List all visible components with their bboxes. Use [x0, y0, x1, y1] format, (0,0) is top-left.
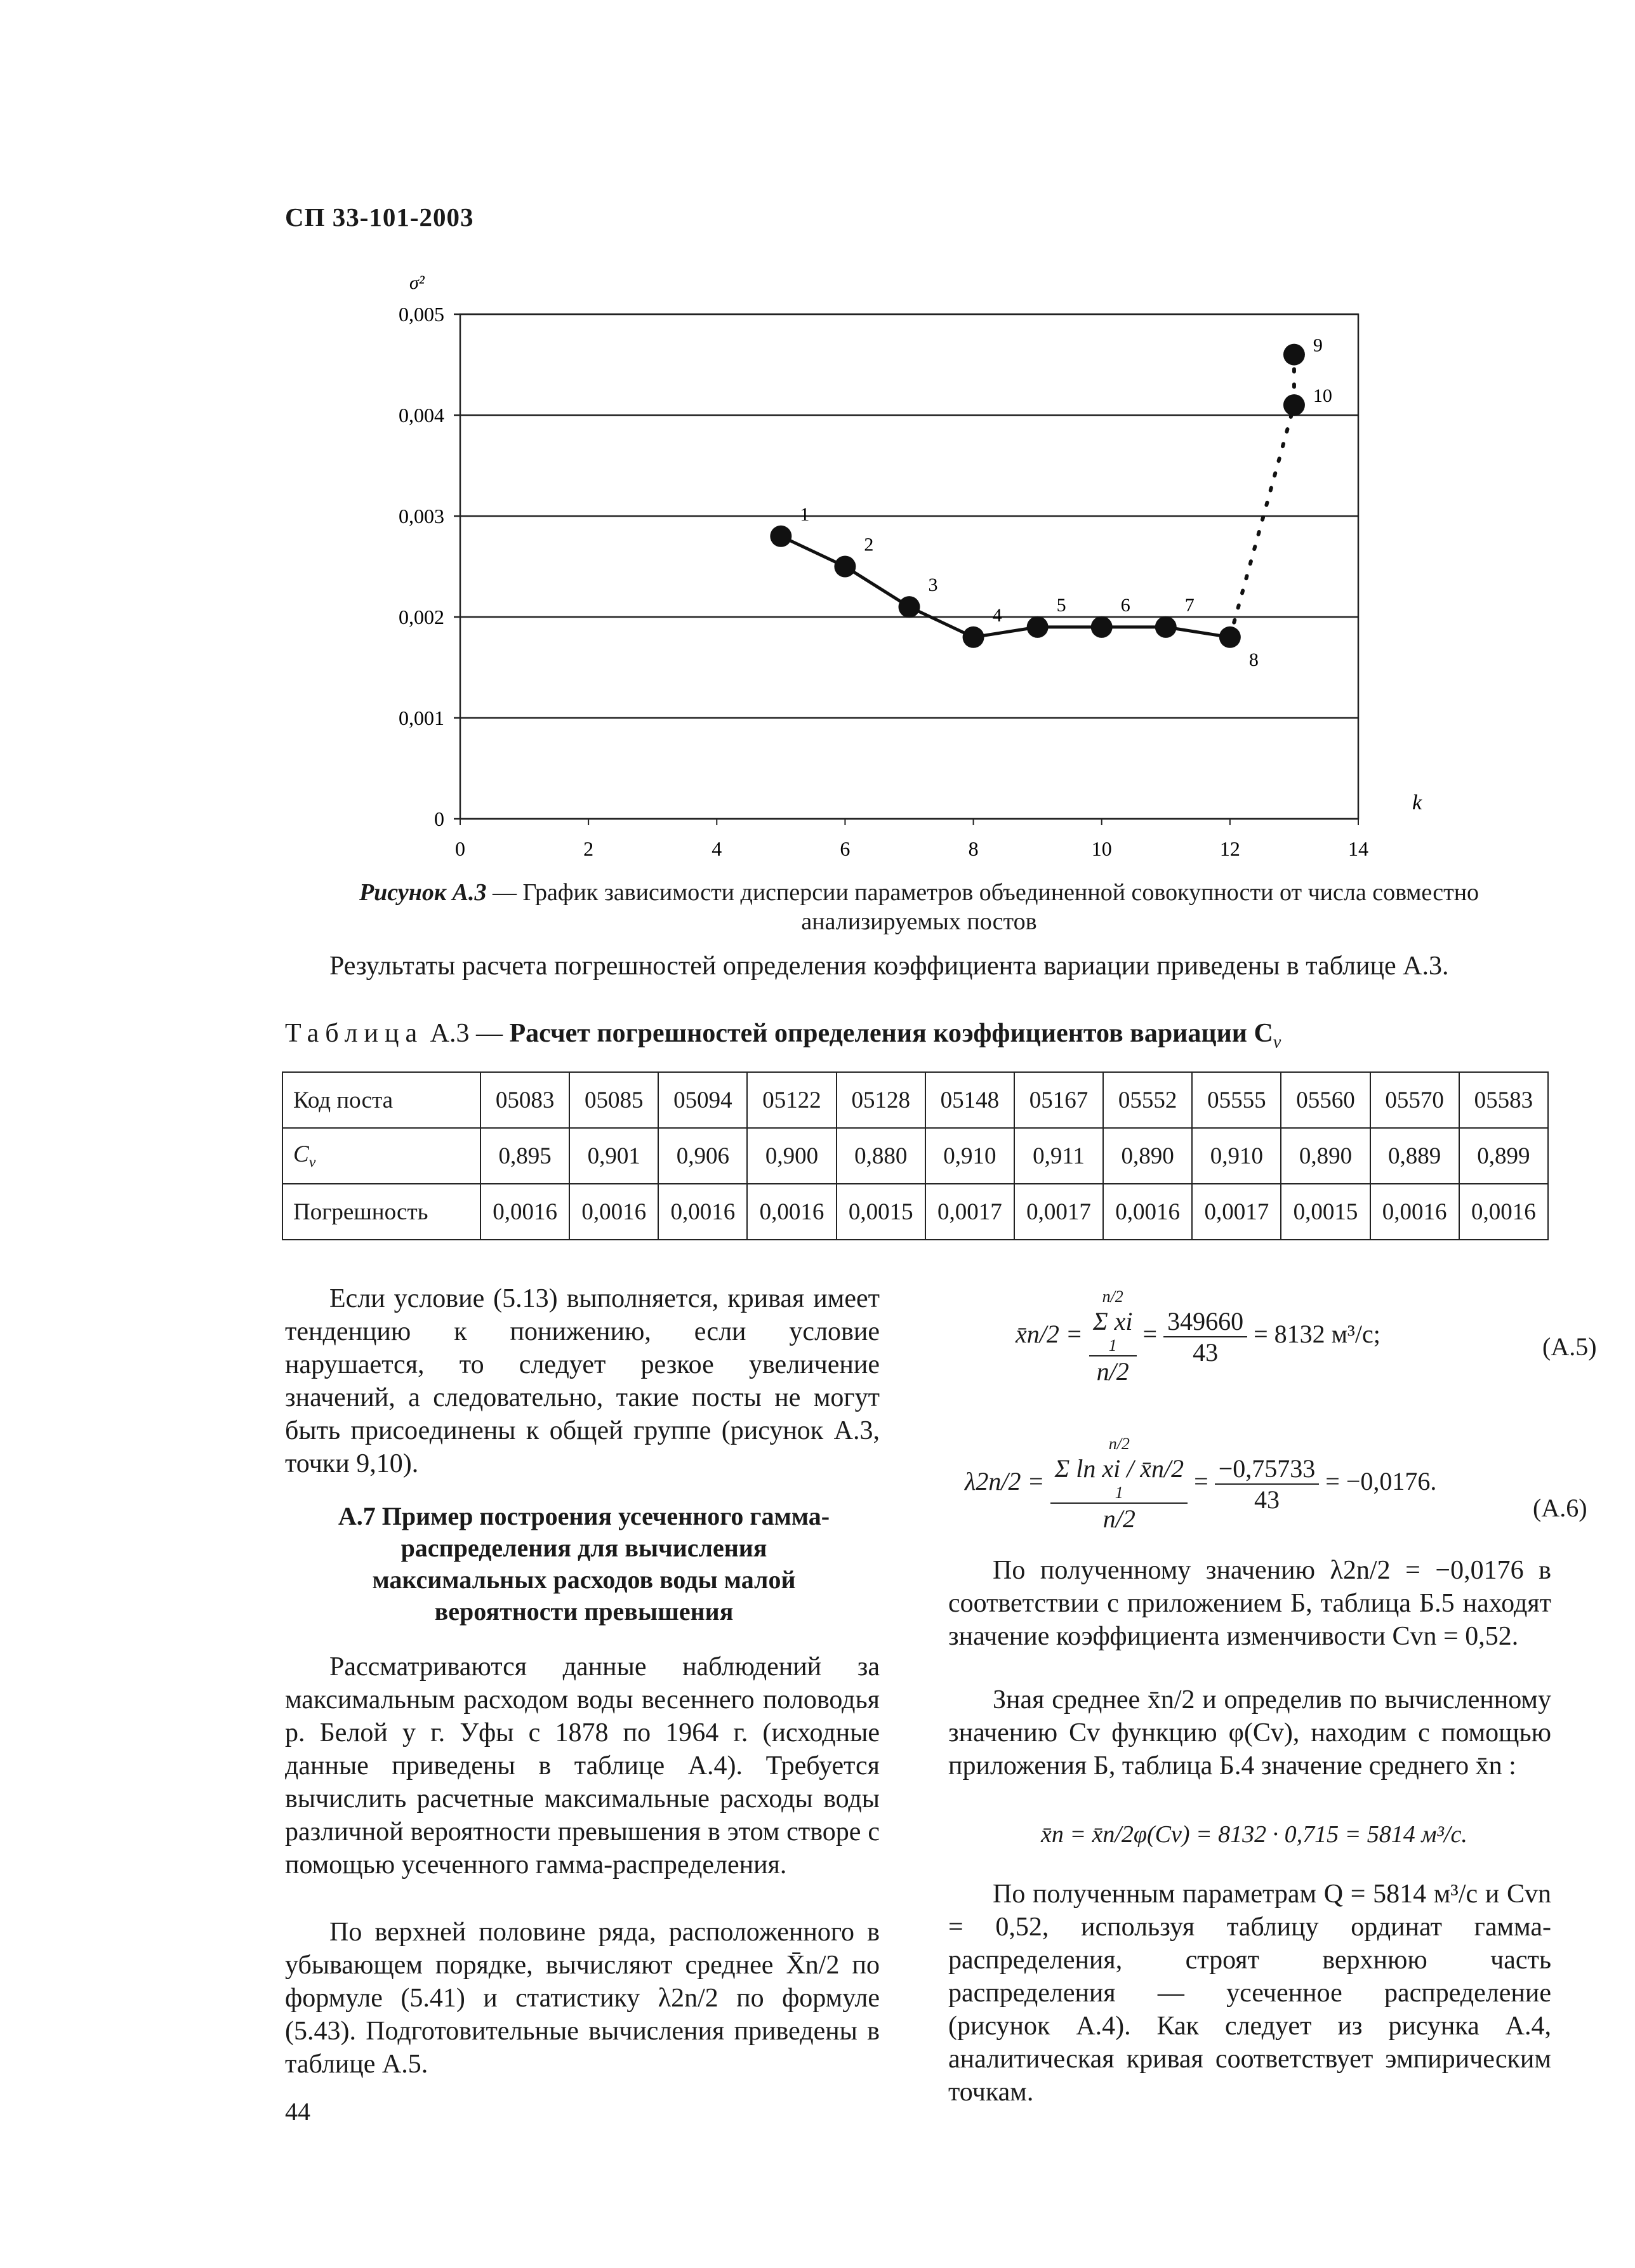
document-header: СП 33-101-2003: [285, 202, 474, 232]
table-cell: 05083: [480, 1072, 569, 1128]
table-cell: 05555: [1192, 1072, 1281, 1128]
table-cell: 0,0015: [837, 1184, 925, 1240]
data-point: [834, 556, 856, 578]
formula-a5-num2: 349660: [1163, 1306, 1247, 1337]
table-cell: 05583: [1459, 1072, 1548, 1128]
table-caption: [285, 1017, 1553, 1059]
data-point: [1283, 344, 1305, 366]
table-cell: 0,895: [480, 1128, 569, 1184]
formula-a6: λ2n/2 = n/2 Σ ln xi / x̄n/2 1 n/2 = $\frac{-0,75733}{43}$ = −0,0176. (А.6): [965, 1435, 1587, 1533]
right-paragraph-1: По полученному значению λ2n/2 = −0,0176 в соответствии с приложением Б, таблица Б.5 находят значение коэффициента изменчивости Cvn = 0,52.: [948, 1556, 1551, 1651]
x-axis-label: k: [1412, 791, 1422, 814]
formula-a6-lhs: λ2n/2 =: [965, 1467, 1045, 1496]
formula-a5-denominator: n/2: [1096, 1357, 1129, 1386]
formula-a6-num2: −0,75733: [1215, 1454, 1320, 1485]
table-row-header: $C_v$: [282, 1128, 480, 1184]
table-cell: 05552: [1103, 1072, 1192, 1128]
formula-a5-fraction-2: [1163, 1306, 1247, 1367]
x-tick-label: 0: [455, 837, 465, 860]
figure-caption-label: Рисунок А.3: [359, 879, 487, 906]
table-caption-prefix: Таблица: [285, 1019, 424, 1048]
data-point: [899, 596, 920, 618]
formula-a5-lhs: x̄n/2 =: [1016, 1320, 1083, 1349]
y-tick-label: 0,003: [399, 505, 444, 527]
data-point: [1091, 616, 1113, 638]
table-cell: 0,880: [837, 1128, 925, 1184]
formula-a5-sum-bottom: 1: [1108, 1336, 1117, 1355]
table-cell: 0,910: [1192, 1128, 1281, 1184]
data-point: [1155, 616, 1177, 638]
data-point-label: 4: [992, 604, 1002, 626]
formula-a6-sum-bottom: 1: [1115, 1483, 1123, 1502]
table-cell: 0,890: [1281, 1128, 1370, 1184]
x-tick-label: 6: [840, 837, 851, 860]
y-tick-label: 0,005: [399, 303, 444, 326]
x-tick-label: 12: [1219, 837, 1240, 860]
y-tick-label: 0,004: [399, 404, 444, 427]
table-cell: 05122: [747, 1072, 836, 1128]
table-cell: 05085: [569, 1072, 658, 1128]
x-tick-label: 2: [583, 837, 594, 860]
table-cell: 0,0016: [1459, 1184, 1548, 1240]
table-cell: 0,0016: [747, 1184, 836, 1240]
data-point: [1219, 627, 1241, 648]
data-point: [1283, 394, 1305, 416]
figure-caption: [285, 878, 1553, 936]
table-cell: 0,900: [747, 1128, 836, 1184]
table-row: [282, 1184, 1548, 1240]
formula-a6-sum: [1050, 1435, 1188, 1504]
formula-a5-number: (А.5): [1542, 1332, 1597, 1361]
formula-a7: x̄n = x̄n/2φ(Cv) = 8132 · 0,715 = 5814 м³/с.: [1041, 1821, 1467, 1848]
table-cell: 05570: [1370, 1072, 1459, 1128]
x-tick-label: 10: [1091, 837, 1112, 860]
plot-frame: [460, 314, 1358, 819]
table-cell: 0,906: [658, 1128, 747, 1184]
data-point-label: 6: [1120, 594, 1130, 616]
chart-series: [781, 355, 1294, 637]
chart-axes: [460, 314, 1358, 825]
table-cell: 05148: [925, 1072, 1014, 1128]
table-cell: 05560: [1281, 1072, 1370, 1128]
chart-grid: [454, 314, 1358, 819]
table-cell: 05167: [1014, 1072, 1103, 1128]
formula-a6-fraction-2: [1215, 1454, 1320, 1515]
formula-a5-sum: [1089, 1287, 1137, 1356]
table-cell: 0,0016: [1103, 1184, 1192, 1240]
table-cell: 0,889: [1370, 1128, 1459, 1184]
table-cell: 0,0015: [1281, 1184, 1370, 1240]
x-tick-label: 8: [968, 837, 979, 860]
formula-a6-sum-top: n/2: [1108, 1435, 1130, 1453]
table-cell: 0,911: [1014, 1128, 1103, 1184]
formula-a6-denominator: n/2: [1102, 1504, 1135, 1533]
table-row: [282, 1072, 1548, 1128]
data-point-label: 3: [928, 574, 938, 596]
table-cell: 0,0016: [480, 1184, 569, 1240]
left-paragraph-3: По верхней половине ряда, расположенного в убывающем порядке, вычисляют среднее X̄n/2 по формуле (5.41) и статистику λ2n/2 по формуле (5.43). Подготовительные вычисления приведены в таблице А.5.: [285, 1918, 880, 2079]
data-point-label: 9: [1313, 335, 1323, 356]
chart-tick-labels: [399, 303, 1368, 860]
formula-a6-sum-body: Σ ln xi / x̄n/2: [1054, 1454, 1184, 1483]
cv-error-table: [282, 1071, 1549, 1240]
table-cell: 0,899: [1459, 1128, 1548, 1184]
table-cell: 0,0016: [1370, 1184, 1459, 1240]
formula-a5-fraction: [1089, 1287, 1137, 1386]
table-cell: 0,890: [1103, 1128, 1192, 1184]
y-tick-label: 0,002: [399, 606, 444, 628]
data-point-label: 8: [1248, 649, 1259, 670]
table-row: [282, 1128, 1548, 1184]
y-tick-label: 0,001: [399, 706, 444, 729]
formula-a5: x̄n/2 = n/2 Σ xi 1 n/2 = $\frac{349660}{43}$ = 8132 м³/с; (А.5): [1016, 1287, 1597, 1386]
section-heading-a7: А.7 Пример построения усеченного гамма-распределения для вычисления максимальных расходов воды малой вероятности превышения: [338, 1502, 830, 1626]
data-point: [963, 627, 984, 648]
table-row-header: Погрешность: [282, 1184, 480, 1240]
table-cell: 05128: [837, 1072, 925, 1128]
figure-caption-text: — График зависимости дисперсии параметров объединенной совокупности от числа совместно анализируемых постов: [486, 879, 1479, 935]
y-tick-label: 0: [434, 807, 444, 830]
table-cell: 0,0016: [569, 1184, 658, 1240]
table-row-header: Код поста: [282, 1072, 480, 1128]
table-cell: 0,910: [925, 1128, 1014, 1184]
right-paragraph-3: По полученным параметрам Q = 5814 м³/с и Cvn = 0,52, используя таблицу ординат гамма-распределения, строят верхнюю часть распределения — усеченное распределение (рисунок А.4). Как следует из рисунка А.4, аналитическая кривая соответствует эмпирическим точкам.: [948, 1880, 1551, 2107]
left-paragraph-1: Если условие (5.13) выполняется, кривая имеет тенденцию к понижению, если условие нарушается, то следует резкое увеличение значений, а следовательно, такие посты не могут быть присоединены к общей группе (рисунок А.3, точки 9,10).: [285, 1284, 880, 1478]
x-tick-label: 4: [712, 837, 722, 860]
formula-a6-den2: 43: [1254, 1485, 1280, 1514]
left-paragraph-2: Рассматриваются данные наблюдений за максимальным расходом воды весеннего половодья р. Белой у г. Уфы с 1878 по 1964 г. (исходные данные приведены в таблице А.4). Требуется вычислить расчетные максимальные расходы воды различной вероятности превышения в этом створе с помощью усеченного гамма-распределения.: [285, 1652, 880, 1880]
formula-a5-sum-body: Σ xi: [1092, 1307, 1133, 1336]
page-number: 44: [285, 2097, 310, 2126]
formula-a5-result: = 8132 м³/с;: [1254, 1320, 1380, 1349]
data-point: [1027, 616, 1049, 638]
table-cell: 05094: [658, 1072, 747, 1128]
table-cell: 0,0016: [658, 1184, 747, 1240]
table-caption-title: Расчет погрешностей определения коэффициентов вариации C: [509, 1019, 1273, 1048]
table-cell: 0,0017: [1014, 1184, 1103, 1240]
table-cell: 0,901: [569, 1128, 658, 1184]
variance-chart: [355, 260, 1447, 863]
data-point-label: 5: [1056, 594, 1066, 616]
series-line-dotted: [1230, 355, 1294, 637]
table-cell: 0,0017: [925, 1184, 1014, 1240]
formula-a5-den2: 43: [1193, 1338, 1219, 1367]
x-tick-label: 14: [1348, 837, 1368, 860]
formula-a6-number: (А.6): [1533, 1494, 1587, 1522]
table-cell: 0,0017: [1192, 1184, 1281, 1240]
data-point-label: 7: [1184, 594, 1195, 616]
data-point-label: 1: [800, 503, 810, 525]
data-point: [770, 526, 791, 547]
formula-a5-sum-top: n/2: [1102, 1287, 1123, 1306]
y-axis-label: σ²: [409, 272, 425, 293]
table-caption-number: А.3 —: [423, 1019, 510, 1048]
right-paragraph-2: Зная среднее x̄n/2 и определив по вычисленному значению Cv функцию φ(Cv), находим с помощью приложения Б, таблица Б.4 значение среднего x̄n :: [948, 1685, 1551, 1781]
table-caption-sub: v: [1273, 1032, 1281, 1052]
paragraph-results: Результаты расчета погрешностей определения коэффициента вариации приведены в таблице А.3.: [329, 952, 1449, 981]
data-point-label: 2: [864, 534, 874, 555]
formula-a6-result: = −0,0176.: [1325, 1467, 1437, 1496]
data-point-label: 10: [1313, 385, 1332, 407]
formula-a6-fraction: [1050, 1435, 1188, 1534]
chart-points: [770, 335, 1332, 670]
